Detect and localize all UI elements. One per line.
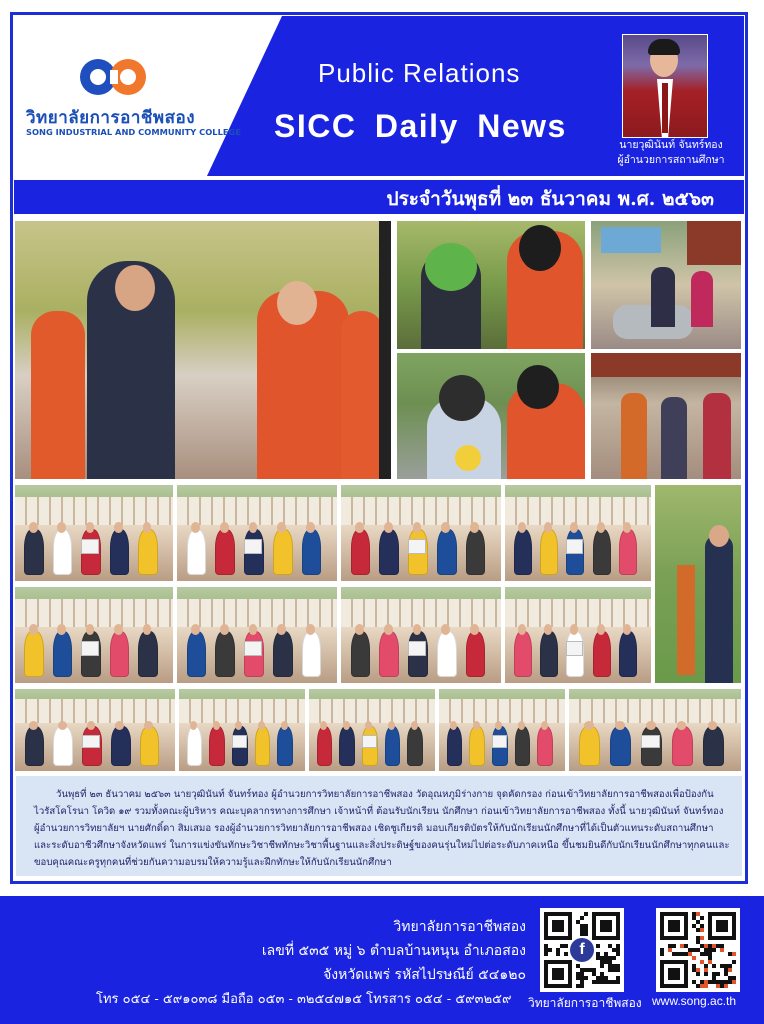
gate-roof <box>687 221 742 265</box>
person-head <box>191 522 200 533</box>
college-name-thai: วิทยาลัยการอาชีพสอง <box>26 108 195 128</box>
caption-text: วันพุธที่ ๒๓ ธันวาคม ๒๕๖๓ นายวุฒินันท์ จันทร์ทอง ผู้อำนวยการวิทยาลัยการอาชีพสอง วัดอุณหภูมิร่างกาย จุดคัดกรอง ก่อนเข้าวิทยาลัยการอาชีพสองเพื่อป้องกันไวรัสโคโรนา โควิด ๑๙ รวมทั้งคณะผู้บริหาร คณะบุคลากรทางการศึกษา เจ้าหน้าที่ ต้อนรับนักเรียน นักศึกษา ก่อนเข้าวิทยาลัยการอาชีพสอง ทั้งนี้ นายวุฒินันท์ จันทร์ทอง ผู้อำนวยการวิทยาลัยฯ นายศักดิ์ดา สิมเสมอ รองผู้อำนวยการวิทยาลัยการอาชีพสอง เชิดชูเกียรติ มอบเกียรติบัตรให้กับนักเรียนนักศึกษาที่ได้เป็นตัวแทนระดับสถานศึกษาและระดับอาชีวศึกษาจังหวัดแพร่ ในการแข่งขันทักษะวิชาชีพทักษะวิชาพื้นฐานและสิ่งประดิษฐ์ของคนรุ่นใหม่ไปต่อระดับภาคเหนือ ขึ้นชมยินดีกับนักเรียนนักศึกษาทุกคนและขอบคุณคณะครูทุกคนที่ช่วยกันความอบรมให้ความรู้และฝึกทักษะให้กับนักเรียนนักศึกษา <box>34 789 730 868</box>
person <box>379 631 399 677</box>
person-head <box>58 721 67 730</box>
person <box>672 726 693 766</box>
person-head <box>597 522 605 533</box>
person <box>610 726 631 766</box>
certificate <box>408 641 426 656</box>
qr-module <box>616 980 620 984</box>
qr-module <box>556 952 560 956</box>
qr-module <box>700 916 704 920</box>
person-head <box>623 624 631 635</box>
certificate <box>82 735 100 748</box>
scene-bldg <box>15 699 175 724</box>
qr-module <box>544 952 548 956</box>
person <box>187 726 203 766</box>
person-head <box>29 721 38 730</box>
scene-bldg <box>15 497 173 526</box>
person-head <box>473 721 480 730</box>
qr-module <box>700 928 704 932</box>
gate-roof <box>591 353 742 377</box>
scene-bldg <box>341 497 501 526</box>
person-head <box>518 624 526 635</box>
director-photo <box>622 34 708 138</box>
scene-bldg <box>439 699 565 724</box>
scene-bldg <box>569 699 741 724</box>
person <box>53 726 73 766</box>
award-photo <box>14 484 174 582</box>
qr-module <box>712 948 716 952</box>
person-head <box>57 624 66 635</box>
person-head <box>306 624 315 635</box>
person <box>540 529 558 575</box>
person-head <box>470 522 479 533</box>
footer-address-line-3: จังหวัดแพร่ รหัสไปรษณีย์ ๕๔๑๒๐ <box>323 967 526 983</box>
person <box>351 529 371 575</box>
qr-module <box>732 980 736 984</box>
person <box>140 726 160 766</box>
person <box>187 529 207 575</box>
person <box>514 529 532 575</box>
qr-module <box>596 944 600 948</box>
director-role: ผู้อำนวยการสถานศึกษา <box>617 154 725 166</box>
scene-bldg <box>177 497 337 526</box>
person <box>273 631 293 677</box>
certificate <box>566 641 583 656</box>
person-head <box>411 721 418 730</box>
award-photo <box>176 484 338 582</box>
person <box>351 631 371 677</box>
person <box>215 631 235 677</box>
scene-bldg <box>179 699 305 724</box>
footer-phones: โทร ๐๕๔ - ๕๙๑๐๓๘ มือถือ ๐๕๓ - ๓๒๕๔๗๑๕ โทรสาร ๐๕๔ - ๕๙๓๒๕๙ <box>96 992 512 1007</box>
person-head <box>57 522 66 533</box>
person-head <box>144 721 153 730</box>
person <box>466 529 486 575</box>
person <box>593 529 611 575</box>
person-head <box>584 721 593 730</box>
person <box>255 726 271 766</box>
helmet-icon <box>425 243 477 291</box>
college-name-english: SONG INDUSTRIAL AND COMMUNITY COLLEGE <box>26 127 242 137</box>
person <box>703 726 724 766</box>
qr-module <box>584 932 588 936</box>
college-logo-icon <box>76 52 152 102</box>
person-head <box>355 522 364 533</box>
certificate <box>81 641 99 656</box>
news-caption <box>16 776 742 876</box>
person-head <box>388 721 395 730</box>
person-head <box>623 522 631 533</box>
person <box>661 397 687 480</box>
person <box>469 726 485 766</box>
qr-module <box>600 964 604 968</box>
person <box>691 271 713 327</box>
photo-helmet-check-1 <box>396 220 586 350</box>
qr-module <box>616 952 620 956</box>
person-head <box>114 522 123 533</box>
person-head <box>384 624 393 635</box>
footer-address-line-1: วิทยาลัยการอาชีพสอง <box>393 919 526 935</box>
person <box>302 631 322 677</box>
certificate <box>641 735 660 748</box>
podium <box>677 565 695 675</box>
award-photo <box>178 688 306 772</box>
person <box>579 726 600 766</box>
facebook-icon: f <box>570 938 594 962</box>
award-photo <box>340 484 502 582</box>
person-head <box>541 721 548 730</box>
footer-address-line-2: เลขที่ ๕๓๕ หมู่ ๖ ตำบลบ้านหนุน อำเภอสอง <box>261 943 526 959</box>
photo-gate-motorbikes <box>590 220 742 350</box>
qr-module <box>672 944 676 948</box>
person-head <box>519 225 561 271</box>
qr-module <box>580 916 584 920</box>
qr-module <box>712 964 716 968</box>
person <box>385 726 401 766</box>
person-head <box>220 522 229 533</box>
qr-module <box>732 960 736 964</box>
person-head <box>277 281 317 325</box>
award-photo <box>14 586 174 684</box>
person-staff <box>341 311 383 480</box>
person <box>540 631 558 677</box>
qr-module <box>724 984 728 988</box>
pole <box>379 221 392 480</box>
qr-module <box>720 948 724 952</box>
qr-module <box>548 948 552 952</box>
certificate <box>81 539 99 554</box>
person <box>209 726 225 766</box>
qr-finder <box>716 920 728 932</box>
person <box>187 631 207 677</box>
person <box>593 631 611 677</box>
award-photo <box>14 688 176 772</box>
qr-module <box>700 936 704 940</box>
photo-helmet-check-2 <box>396 352 586 480</box>
scene-bldg <box>177 599 337 628</box>
person-head <box>597 624 605 635</box>
qr-module <box>584 912 588 916</box>
certificate <box>232 735 247 748</box>
person-staff <box>31 311 85 480</box>
person <box>437 631 457 677</box>
director-name: นายวุฒินันท์ จันทร์ทอง <box>619 139 723 151</box>
person <box>703 393 731 480</box>
person-head <box>518 522 526 533</box>
award-photo <box>504 484 652 582</box>
date-bar <box>14 180 744 214</box>
header-title: SICC Daily News <box>274 108 567 144</box>
person-head <box>191 624 200 635</box>
qr-module <box>728 968 732 972</box>
person <box>25 726 45 766</box>
person <box>110 631 129 677</box>
person <box>302 529 322 575</box>
person <box>515 726 531 766</box>
person <box>514 631 532 677</box>
person-head <box>384 522 393 533</box>
award-photo <box>568 688 742 772</box>
person <box>24 529 43 575</box>
award-photo <box>504 586 652 684</box>
qr-code-website[interactable] <box>656 908 740 992</box>
person-head <box>450 721 457 730</box>
award-photo <box>176 586 338 684</box>
person <box>407 726 423 766</box>
person-head <box>518 721 525 730</box>
person-head <box>306 522 315 533</box>
certificate <box>244 539 262 554</box>
photo-line-check <box>590 352 742 480</box>
person <box>53 529 72 575</box>
scene-bldg <box>505 599 651 628</box>
person <box>537 726 553 766</box>
award-photo <box>308 688 436 772</box>
scene-bldg <box>341 599 501 628</box>
qr-module <box>732 952 736 956</box>
person-head <box>343 721 350 730</box>
person-head <box>29 522 38 533</box>
qr-finder <box>552 968 564 980</box>
qr-label-facebook: วิทยาลัยการอาชีพสอง <box>528 996 642 1010</box>
person <box>621 393 647 479</box>
award-photo <box>438 688 566 772</box>
certificate <box>408 539 426 554</box>
certificate <box>362 735 377 748</box>
award-photo <box>340 586 502 684</box>
person <box>651 267 675 327</box>
qr-code-facebook[interactable] <box>540 908 624 992</box>
person <box>215 529 235 575</box>
qr-finder <box>668 920 680 932</box>
person-head <box>709 525 729 547</box>
photo-main-temperature-check <box>14 220 392 480</box>
person <box>111 726 131 766</box>
person-head <box>281 721 288 730</box>
qr-finder <box>668 968 680 980</box>
director-hair <box>648 39 680 55</box>
person-head <box>517 365 559 409</box>
qr-module <box>704 984 708 988</box>
person-head <box>258 721 265 730</box>
person-head <box>115 265 155 311</box>
header-subtitle: Public Relations <box>318 58 521 88</box>
person <box>379 529 399 575</box>
person-head <box>355 624 364 635</box>
person-head <box>114 624 123 635</box>
person <box>138 631 157 677</box>
person-head <box>470 624 479 635</box>
qr-module <box>660 952 664 956</box>
qr-module <box>616 968 620 972</box>
person-head <box>646 721 655 730</box>
person-head <box>220 624 229 635</box>
person <box>619 631 637 677</box>
person-speaker <box>705 535 733 684</box>
qr-module <box>696 972 700 976</box>
qr-label-website: www.song.ac.th <box>652 994 737 1008</box>
qr-module <box>704 972 708 976</box>
person <box>24 631 43 677</box>
director-caption <box>606 138 736 168</box>
person-head <box>615 721 624 730</box>
date-text: ประจำวันพุธที่ ๒๓ ธันวาคม พ.ศ. ๒๕๖๓ <box>386 188 714 210</box>
person <box>277 726 293 766</box>
certificate <box>244 641 262 656</box>
person <box>466 631 486 677</box>
qr-module <box>716 972 720 976</box>
qr-module <box>564 944 568 948</box>
scene-bldg <box>309 699 435 724</box>
qr-module <box>612 956 616 960</box>
person-head <box>320 721 327 730</box>
qr-module <box>564 952 568 956</box>
qr-module <box>580 984 584 988</box>
person <box>619 529 637 575</box>
person-head <box>29 624 38 635</box>
banner-sign <box>601 227 661 253</box>
director-tie <box>662 83 668 133</box>
person <box>138 529 157 575</box>
person <box>437 529 457 575</box>
person <box>273 529 293 575</box>
person <box>339 726 355 766</box>
person-head <box>213 721 220 730</box>
qr-finder <box>600 920 612 932</box>
qr-finder <box>552 920 564 932</box>
helmet-icon <box>439 375 485 421</box>
qr-module <box>584 976 588 980</box>
person <box>110 529 129 575</box>
photo-speaker-podium <box>654 484 742 684</box>
person <box>447 726 463 766</box>
scene-bldg <box>15 599 173 628</box>
qr-module <box>692 956 696 960</box>
person <box>317 726 333 766</box>
sunflower-print <box>455 445 481 471</box>
certificate <box>566 539 583 554</box>
certificate <box>492 735 507 748</box>
scene-bldg <box>505 497 651 526</box>
person <box>53 631 72 677</box>
person-head <box>190 721 197 730</box>
